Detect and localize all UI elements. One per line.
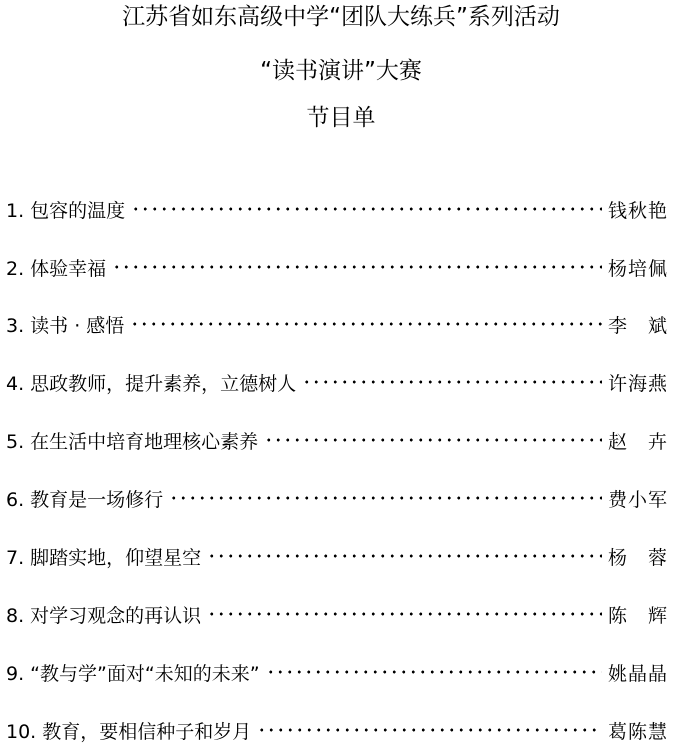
program-item — [6, 427, 668, 453]
program-item-title: 5. 在生活中培育地理核心素养 — [6, 430, 259, 453]
performer-name: 葛陈慧 — [607, 720, 668, 743]
program-item-title: 2. 体验幸福 — [6, 257, 107, 280]
program-item — [6, 196, 668, 222]
performer-name: 姚晶晶 — [607, 662, 668, 685]
dot-leader — [257, 727, 602, 733]
program-item-title: 8. 对学习观念的再认识 — [6, 604, 202, 627]
program-item — [6, 601, 668, 627]
event-title: 江苏省如东高级中学“团队大练兵”系列活动 — [122, 4, 560, 30]
dot-leader — [302, 379, 602, 385]
program-item — [6, 311, 668, 337]
performer-name: 陈 辉 — [607, 604, 668, 627]
performer-name: 杨培佩 — [607, 257, 668, 280]
program-item — [6, 717, 668, 743]
program-item-title: 6. 教育是一场修行 — [6, 488, 164, 511]
performer-name: 钱秋艳 — [607, 199, 668, 222]
dot-leader — [112, 264, 602, 270]
performer-name: 赵 卉 — [607, 430, 668, 453]
dot-leader — [131, 206, 602, 212]
dot-leader — [169, 495, 602, 501]
program-item — [6, 369, 668, 395]
performer-name: 费小军 — [607, 488, 668, 511]
program-item-title: 7. 脚踏实地，仰望星空 — [6, 546, 202, 569]
program-item-title: 9. “教与学”面对“未知的未来” — [6, 662, 260, 685]
performer-name: 许海燕 — [607, 372, 668, 395]
dot-leader — [264, 437, 602, 443]
performer-name: 杨 蓉 — [607, 546, 668, 569]
performer-name: 李 斌 — [607, 314, 668, 337]
program-heading: 节目单 — [306, 105, 376, 131]
program-item-title: 1. 包容的温度 — [6, 199, 126, 222]
program-item-title: 10. 教育，要相信种子和岁月 — [6, 720, 252, 743]
contest-title: “读书演讲”大赛 — [260, 58, 422, 84]
dot-leader — [207, 611, 602, 617]
program-item-title: 3. 读书 · 感悟 — [6, 314, 125, 337]
dot-leader — [266, 669, 602, 675]
program-item — [6, 485, 668, 511]
program-item — [6, 254, 668, 280]
dot-leader — [130, 321, 602, 327]
dot-leader — [207, 553, 602, 559]
program-item — [6, 659, 668, 685]
program-item — [6, 543, 668, 569]
program-item-title: 4. 思政教师，提升素养，立德树人 — [6, 372, 297, 395]
